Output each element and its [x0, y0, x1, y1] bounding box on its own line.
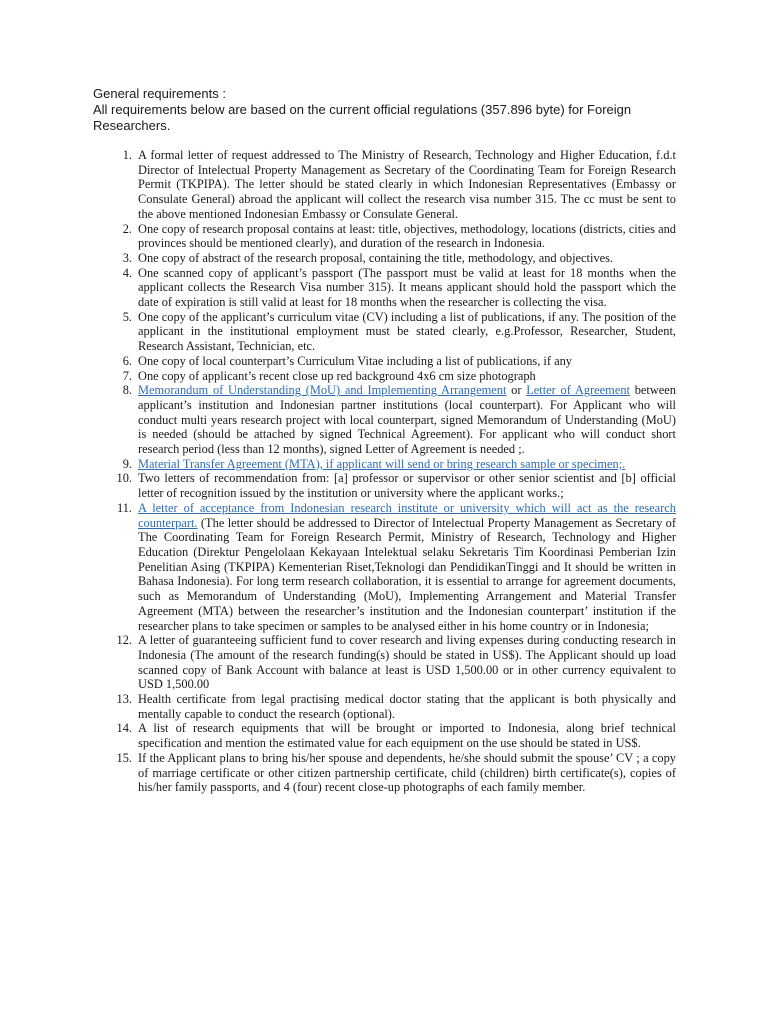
requirement-item-4 [94, 266, 676, 310]
intro-section [93, 86, 693, 134]
requirement-number: 15. [116, 750, 132, 765]
requirement-number: 12. [116, 633, 132, 648]
requirement-item-15 [94, 751, 676, 795]
requirement-item-13 [94, 692, 676, 721]
requirement-number: 6. [122, 353, 132, 368]
requirement-text: One copy of research proposal contains at least: title, objectives, methodology, locations (districts, cities and provinces should be mentioned clearly), and duration of the research in Indonesia. [138, 221, 676, 251]
requirement-text: A list of research equipments that will be brought or imported to Indonesia, along brief technical specification and mention the estimated value for each equipment on the use should be stated in US$. [138, 721, 676, 751]
requirement-text: Health certificate from legal practising medical doctor stating that the applicant is both physically and mentally capable to conduct the research (optional). [138, 692, 676, 721]
requirement-item-6 [94, 354, 676, 369]
requirement-text: One copy of the applicant’s curriculum vitae (CV) including a list of publications, if any. The position of the applicant in the institutional employment must be stated clearly, e.g.Professor, Researcher, Student, Research Assistant, Technician, etc. [138, 309, 676, 354]
requirement-number: 14. [116, 721, 132, 736]
requirement-item-9 [94, 457, 676, 472]
requirement-number: 8. [122, 383, 132, 398]
document-subtitle: All requirements below are based on the current official regulations (357.896 byte) for Foreign Researchers. [93, 102, 632, 133]
requirement-number: 10. [116, 471, 132, 486]
mta-link[interactable]: Material Transfer Agreement (MTA), if applicant will send or bring research sample or specimen;. [138, 456, 626, 471]
requirement-number: 4. [122, 265, 132, 280]
requirement-connector: or [506, 383, 527, 398]
requirement-number: 3. [122, 250, 132, 265]
requirement-text: between applicant’s institution and Indonesian partner institutions (local counterpart). For Applicant who will conduct multi years research project with local counterpart, signed Memorandum of Understanding (MoU) is needed (should be attached by signed Technical Agreement). For applicant who will conduct short research period (less than 12 months), signed Letter of Agreement is needed ;. [138, 383, 676, 457]
requirement-item-3 [94, 251, 676, 266]
requirement-text: One copy of local counterpart’s Curriculum Vitae including a list of publications, if any [138, 353, 572, 368]
requirement-item-10 [94, 471, 676, 500]
requirement-text: One scanned copy of applicant’s passport (The passport must be valid at least for 18 months when the applicant collects the Research Visa number 315). It means applicant should hold the passport which the date of expiration is still valid at least for 18 months when the researcher is collecting the visa. [138, 265, 676, 310]
requirement-text: One copy of applicant’s recent close up red background 4x6 cm size photograph [138, 368, 536, 383]
requirements-list [94, 148, 676, 795]
requirement-text: One copy of abstract of the research proposal, containing the title, methodology, and objectives. [138, 250, 614, 265]
requirement-item-7 [94, 369, 676, 384]
letter-of-agreement-link[interactable]: Letter of Agreement [526, 383, 630, 398]
requirement-item-1 [94, 148, 676, 222]
letter-of-acceptance-link[interactable]: A letter of acceptance from Indonesian research institute or university which will act as the research counterpart. [138, 500, 676, 530]
requirement-text: A formal letter of request addressed to The Ministry of Research, Technology and Higher Education, f.d.t Director of Intelectual Property Management as Secretary of the Coordinating Team for Foreign Research Permit (TKPIPA). The letter should be stated clearly in which Indonesian Representatives (Embassy or Consulate General) abroad the applicant will collect the research visa number 315. The cc must be sent to the above mentioned Indonesian Embassy or Consulate General. [138, 148, 676, 221]
mou-link[interactable]: Memorandum of Understanding (MoU) and Implementing Arrangement [138, 383, 507, 398]
requirement-item-14 [94, 721, 676, 750]
requirement-number: 5. [122, 309, 132, 324]
requirement-number: 7. [122, 368, 132, 383]
requirement-text: Two letters of recommendation from: [a] professor or supervisor or other senior scientist and [b] official letter of recognition issued by the institution or university where the applicant works.; [138, 471, 676, 501]
requirement-item-8 [94, 383, 676, 457]
requirement-item-2 [94, 222, 676, 251]
requirement-number: 1. [122, 148, 132, 162]
requirement-item-12 [94, 633, 676, 692]
requirement-number: 13. [116, 692, 132, 707]
requirement-text: A letter of guaranteeing sufficient fund to cover research and living expenses during conducting research in Indonesia (The amount of the research funding(s) should be stated in US$). The Applicant should up load scanned copy of Bank Account with balance at least is USD 1,500.00 or in other currency equivalent to USD 1,500.00 [138, 633, 676, 692]
requirement-number: 9. [122, 456, 132, 471]
requirement-text: (The letter should be addressed to Director of Intelectual Property Management as Secretary of The Coordinating Team for Foreign Research Permit, Ministry of Research, Technology and Higher Education (Direktur Pengelolaan Kekayaan Intelektual selaku Sekretaris Tim Koordinasi Pemberian Izin Penelitian Asing (TKPIPA) Kementerian Riset,Teknologi dan PendidikanTinggi and It should be written in Bahasa Indonesia). For long term research collaboration, it is essential to arrange for agreement documents, such as Memorandum of Understanding (MoU), Implementing Arrangement and Material Transfer Agreement (MTA) between the researcher’s institution and the Indonesian counterpart’ institution if the researcher plans to take specimen or samples to be analysed either in his home country or in Indonesia; [138, 515, 676, 633]
requirement-item-11 [94, 501, 676, 633]
requirement-item-5 [94, 310, 676, 354]
requirement-number: 11. [116, 500, 132, 515]
requirement-text: If the Applicant plans to bring his/her spouse and dependents, he/she should submit the spouse’ CV ; a copy of marriage certificate or other citizen partnership certificate, child (children) birth certificate(s), copies of his/her family passports, and 4 (four) recent close-up photographs of each family member. [138, 750, 676, 795]
document-title: General requirements : [93, 86, 226, 101]
requirement-number: 2. [122, 221, 132, 236]
